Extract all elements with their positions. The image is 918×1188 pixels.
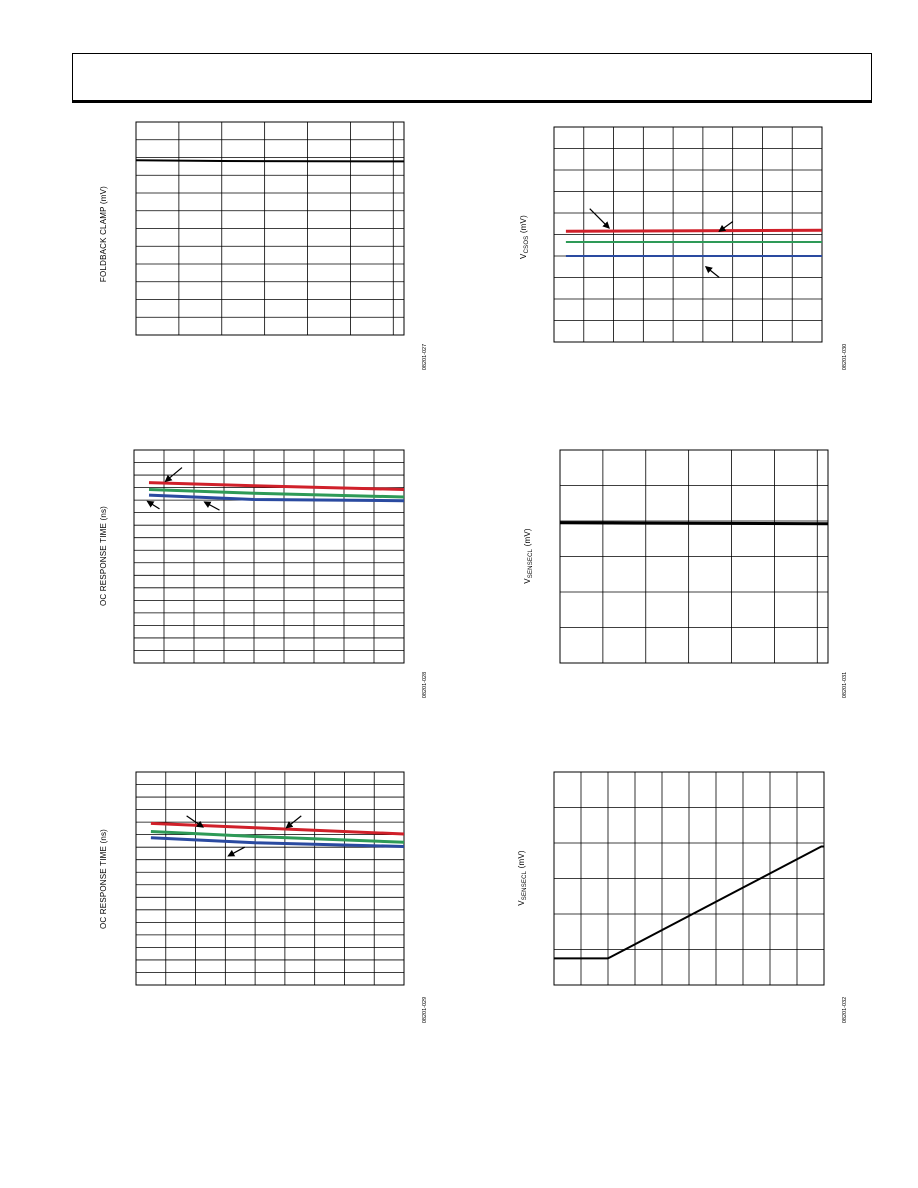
figure-id: 08201-027 <box>422 343 428 371</box>
y-axis-label <box>99 506 108 606</box>
y-axis-label-main: FOLDBACK CLAMP (mV) <box>99 185 108 283</box>
y-axis-label-main: V <box>517 900 526 906</box>
chart-oc-response-time-1-svg <box>90 440 440 715</box>
y-axis-label-subscript: SENSECL <box>528 548 534 579</box>
figure-id: 08201-031 <box>842 671 848 699</box>
y-axis-label <box>517 850 528 906</box>
y-axis-label-main: V <box>523 578 532 584</box>
chart-foldback-clamp <box>90 112 440 387</box>
y-axis-label-unit: (mV) <box>523 528 532 549</box>
figure-id: 08201-030 <box>842 343 848 371</box>
chart-vcsos <box>500 112 860 387</box>
plot-frame <box>136 772 404 985</box>
y-axis-label <box>523 528 534 584</box>
annotation-arrow-3 <box>228 847 244 856</box>
page-header-box <box>72 53 872 103</box>
series-line-1 <box>149 483 404 490</box>
series-line-1 <box>560 523 828 524</box>
y-axis-label-unit: (mV) <box>519 215 528 236</box>
figure-id: 08201-028 <box>422 671 428 699</box>
chart-vsensecl-1 <box>500 440 860 715</box>
chart-oc-response-time-2 <box>90 760 440 1035</box>
chart-vcsos-svg <box>500 112 860 387</box>
y-axis-label-subscript: CSOS <box>524 235 530 254</box>
y-axis-label-main: V <box>519 253 528 259</box>
y-axis-label <box>519 215 530 259</box>
y-axis-label <box>99 829 108 929</box>
y-axis-label-subscript: SENSECL <box>522 870 528 901</box>
chart-vsensecl-2 <box>500 760 860 1035</box>
chart-vsensecl-2-svg <box>500 760 860 1035</box>
annotation-arrow-3 <box>205 502 220 510</box>
annotation-arrow-2 <box>148 501 160 509</box>
y-axis-label <box>99 186 108 282</box>
annotation-arrow-1 <box>590 209 609 228</box>
figure-id: 08201-029 <box>422 996 428 1024</box>
series-line-1 <box>136 160 404 161</box>
annotation-arrow-1 <box>166 468 183 482</box>
chart-oc-response-time-1 <box>90 440 440 715</box>
y-axis-label-unit: (mV) <box>517 850 526 871</box>
chart-vsensecl-1-svg <box>500 440 860 715</box>
series-line-1 <box>566 230 822 231</box>
figure-id: 08201-032 <box>842 996 848 1024</box>
y-axis-label-main: OC RESPONSE TIME (ns) <box>99 505 108 607</box>
annotation-arrow-3 <box>706 267 719 278</box>
chart-oc-response-time-2-svg <box>90 760 440 1035</box>
y-axis-label-main: OC RESPONSE TIME (ns) <box>99 828 108 930</box>
chart-foldback-clamp-svg <box>90 112 440 387</box>
